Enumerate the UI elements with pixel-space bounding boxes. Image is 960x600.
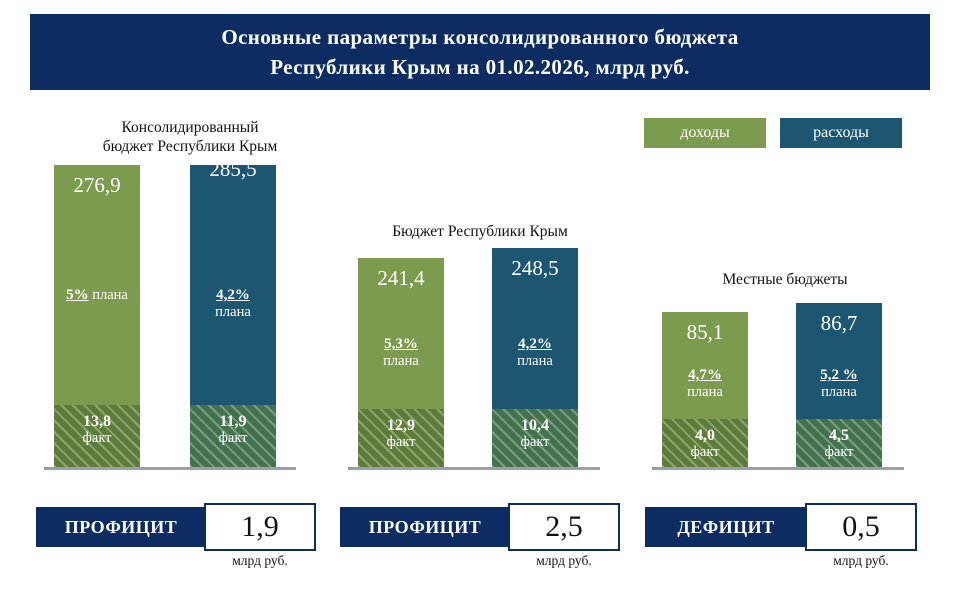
baseline-republic — [348, 467, 600, 470]
bar-fact-value-local-income: 4,0 — [695, 427, 715, 444]
result-value-republic: 2,5 — [508, 503, 620, 551]
bar-fact-consolidated-expense — [190, 405, 276, 467]
bar-fact-word-republic-expense: факт — [520, 434, 550, 450]
bar-fact-word-consolidated-income: факт — [82, 430, 112, 446]
bar-fact-republic-expense — [492, 409, 578, 467]
bar-fact-value-republic-expense: 10,4 — [521, 417, 549, 434]
group-title-local-line-1: Местные бюджеты — [722, 271, 848, 288]
bar-pct-value-consolidated-expense: 4,2% — [216, 287, 250, 303]
bar-fact-value-local-expense: 4,5 — [829, 427, 849, 444]
bar-consolidated-income — [54, 165, 140, 467]
bar-pct-value-republic-income: 5,3% — [384, 336, 418, 352]
result-label-local: ДЕФИЦИТ — [645, 507, 807, 547]
bar-fact-republic-income — [358, 409, 444, 467]
group-title-republic-line-1: Бюджет Республики Крым — [392, 223, 568, 240]
result-unit-consolidated: млрд руб. — [232, 553, 288, 568]
bar-local-income — [662, 312, 748, 467]
baseline-consolidated — [44, 467, 296, 470]
bar-pct-local-expense — [796, 367, 882, 401]
bar-pct-value-local-income: 4,7% — [688, 367, 722, 383]
bar-pct-value-consolidated-income: 5% — [66, 287, 89, 303]
bar-value-consolidated-income-plan: 276,9 — [73, 173, 121, 197]
bar-pct-value-republic-expense: 4,2% — [518, 336, 552, 352]
bar-fact-word-local-expense: факт — [824, 444, 854, 460]
result-label-republic: ПРОФИЦИТ — [340, 507, 510, 547]
legend-item-expense — [780, 118, 902, 148]
bar-pct-value-local-expense: 5,2 % — [820, 367, 858, 383]
legend-label-income: доходы — [680, 124, 730, 141]
result-value-local: 0,5 — [805, 503, 917, 551]
slide-title-banner — [30, 14, 930, 90]
legend-item-income — [644, 118, 766, 148]
bar-value-local-income-plan: 85,1 — [686, 320, 724, 344]
group-title-consolidated-line-1: Консолидированный — [121, 119, 259, 136]
bar-republic-expense — [492, 248, 578, 467]
bar-pct-word-local-expense: плана — [821, 384, 857, 400]
bar-value-republic-expense-plan: 248,5 — [511, 256, 559, 280]
bar-pct-local-income — [662, 367, 748, 401]
result-republic — [340, 507, 625, 577]
result-unit-local: млрд руб. — [833, 553, 889, 568]
bar-pct-word-republic-income: плана — [383, 353, 419, 369]
bar-pct-word-consolidated-expense: плана — [215, 304, 251, 320]
bar-fact-value-consolidated-expense: 11,9 — [219, 413, 247, 430]
result-local — [645, 507, 930, 577]
bar-fact-value-consolidated-income: 13,8 — [83, 413, 111, 430]
page-title-line-1: Основные параметры консолидированного бюджета — [221, 25, 739, 49]
group-title-consolidated-line-2: бюджет Республики Крым — [102, 138, 278, 155]
group-title-local — [660, 270, 910, 289]
bar-pct-word-local-income: плана — [687, 384, 723, 400]
group-title-consolidated — [60, 118, 320, 156]
bar-pct-consolidated-expense — [190, 287, 276, 321]
bar-fact-consolidated-income — [54, 405, 140, 467]
bar-consolidated-expense — [190, 157, 276, 467]
bar-fact-local-income — [662, 419, 748, 467]
bar-republic-income — [358, 258, 444, 467]
bar-fact-word-republic-income: факт — [386, 434, 416, 450]
result-label-consolidated: ПРОФИЦИТ — [36, 507, 206, 547]
chart-legend — [644, 118, 902, 148]
bar-fact-word-consolidated-expense: факт — [218, 430, 248, 446]
bar-pct-republic-income — [358, 336, 444, 370]
bar-pct-consolidated-income — [54, 287, 140, 304]
bar-fact-local-expense — [796, 419, 882, 467]
bar-value-consolidated-expense-plan: 285,5 — [209, 157, 257, 181]
bar-pct-word-consolidated-income: плана — [92, 287, 128, 303]
result-value-consolidated: 1,9 — [204, 503, 316, 551]
bar-pct-word-republic-expense: плана — [517, 353, 553, 369]
baseline-local — [652, 467, 904, 470]
bar-local-expense — [796, 303, 882, 467]
result-unit-republic: млрд руб. — [536, 553, 592, 568]
bar-pct-republic-expense — [492, 336, 578, 370]
bar-value-republic-income-plan: 241,4 — [377, 266, 425, 290]
bar-fact-word-local-income: факт — [690, 444, 720, 460]
page-title-line-2: Республики Крым на 01.02.2026, млрд руб. — [270, 55, 690, 79]
bar-fact-value-republic-income: 12,9 — [387, 417, 415, 434]
legend-label-expense: расходы — [813, 124, 869, 141]
bar-value-local-expense-plan: 86,7 — [820, 311, 858, 335]
group-title-republic — [345, 222, 615, 241]
result-consolidated — [36, 507, 321, 577]
